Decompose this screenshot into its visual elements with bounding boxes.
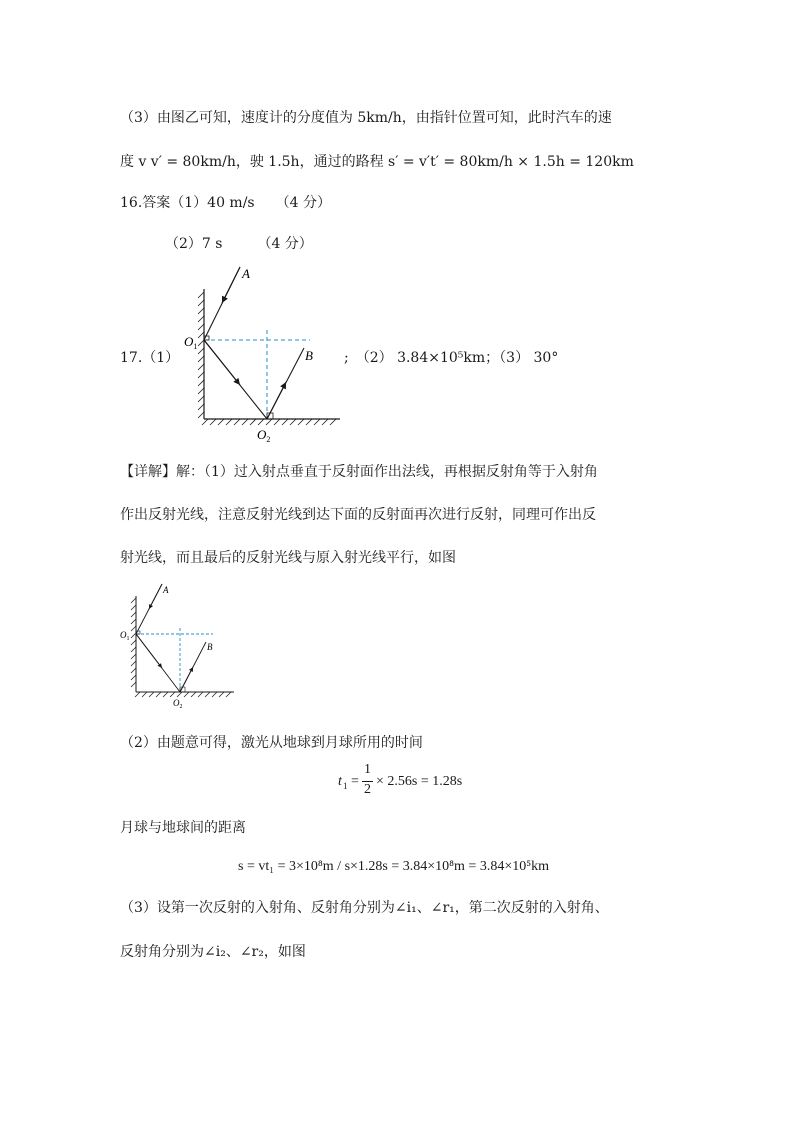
detail-line3: 射光线，而且最后的反射光线与原入射光线平行，如图 — [120, 550, 456, 566]
eq-t1-rhs: × 2.56s = 1.28s — [376, 774, 463, 789]
label-a-small: A — [163, 585, 169, 595]
mirror-hatch-vertical — [198, 292, 204, 418]
eq-t1-sub: 1 — [343, 781, 348, 791]
part2-intro: （2）由题意可得，激光从地球到月球所用的时间 — [120, 735, 423, 751]
q17-label: 17.（1） — [120, 350, 180, 366]
q17-answers: ; （2） 3.84×10⁵km；（3） 30° — [344, 350, 559, 366]
label-o2: $O_2$ — [257, 427, 271, 444]
reflection-figure-small — [118, 582, 238, 712]
detail-line2: 作出反射光线，注意反射光线到达下面的反射面再次进行反射，同理可作出反 — [120, 507, 596, 523]
part3b-line1: （3）设第一次反射的入射角、反射角分别为∠i₁、∠r₁，第二次反射的入射角、 — [120, 900, 609, 916]
detail-line1: 【详解】解：（1）过入射点垂直于反射面作出法线，再根据反射角等于入射角 — [120, 464, 598, 480]
distance-label: 月球与地球间的距离 — [120, 820, 246, 836]
eq-t1-lhs: t — [338, 774, 342, 789]
label-o1: $O_1$ — [184, 334, 198, 351]
label-a: A — [242, 266, 250, 281]
part3-line1: （3）由图乙可知，速度计的分度值为 5km/h，由指针位置可知，此时汽车的速 — [120, 110, 612, 126]
part3-line2: 度 v v′ = 80km/h，驶 1.5h，通过的路程 s′ = v′t′ = 80km/h × 1.5h = 120km — [120, 154, 634, 170]
q16-line1: 16.答案（1）40 m/s （4 分） — [120, 195, 331, 211]
eq-t1-num: 1 — [364, 762, 371, 777]
part3b-line2: 反射角分别为∠i₂、∠r₂，如图 — [120, 944, 306, 960]
q16-line2: （2）7 s （4 分） — [165, 236, 313, 252]
reflection-figure-large — [180, 262, 340, 447]
label-o1-small: $O_1$ — [120, 630, 130, 642]
eq-t1-den: 2 — [364, 782, 371, 797]
mirror-hatch-horizontal — [202, 419, 336, 425]
label-o2-small: $O_2$ — [173, 698, 183, 710]
equation-s: s = vt₁ = 3×10⁸m / s×1.28s = 3.84×10⁸m = 3.84×10⁵km — [238, 859, 549, 874]
label-b-small: B — [207, 642, 213, 652]
label-b: B — [305, 348, 313, 363]
